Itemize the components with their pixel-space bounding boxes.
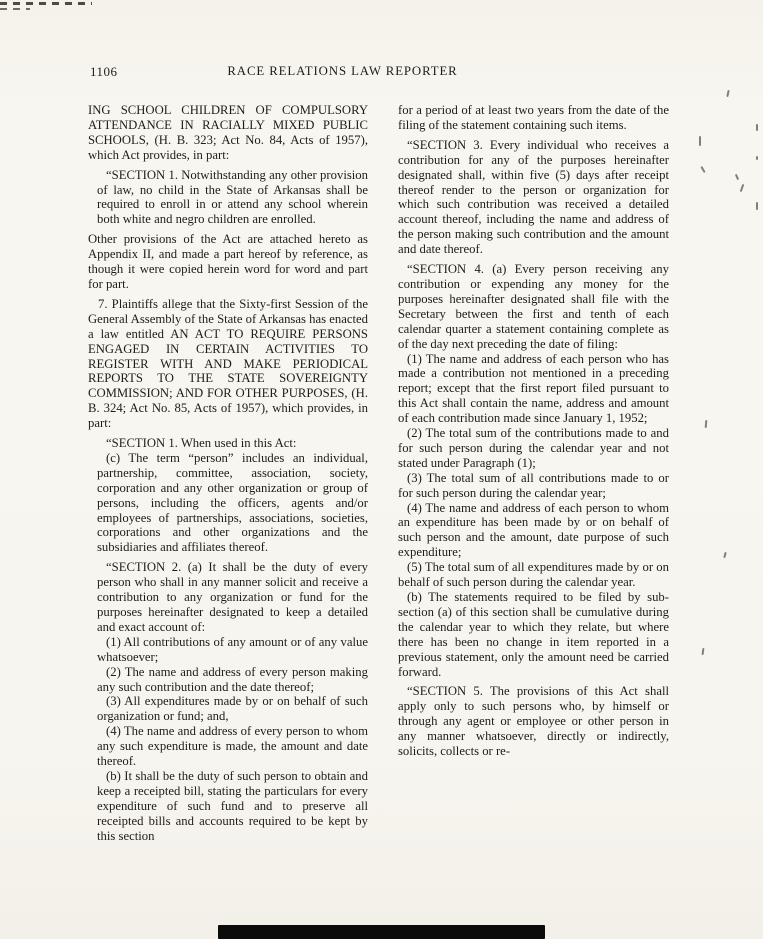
quote-act85-sec4a-item3: (3) The total sum of all contributions made to or for such person during the calendar year;	[398, 470, 669, 500]
quote-act85-sec1: “SECTION 1. When used in this Act:	[106, 436, 297, 451]
quote-act85-sec2a-item2: (2) The name and address of every person making any such contribution and the date thereof;	[97, 664, 368, 694]
quote-act85-sec4a-item5: (5) The total sum of all expenditures made by or on behalf of such person during the calendar year.	[398, 560, 669, 590]
para-allegation-7: 7. Plaintiffs allege that the Sixty-first Session of the General Assembly of the State of Arkansas has enacted a law entitled AN ACT TO REQUIRE PERSONS ENGAGED IN CERTAIN ACTIVITIES TO REGISTER WITH AND MAKE PERIODICAL REPORTS TO THE STATE SOVEREIGNTY COMMISSION; AND FOR OTHER PURPOSES, (H. B. 324; Act No. 85, Acts of 1957), which provides, in part:	[88, 296, 368, 431]
right-column	[389, 103, 669, 844]
quote-act85-sec2b: (b) It shall be the duty of such person to obtain and keep a receipted bill, stating the particulars for every expenditure of such fund and to preserve all receipted bills and accounts required to be kept by this section	[97, 768, 368, 843]
scan-speck	[723, 552, 726, 558]
scan-speck	[705, 420, 708, 428]
para-other-provisions: Other provisions of the Act are attached hereto as Appendix II, and made a part hereof by reference, as though it were copied herein word for word and part for part.	[88, 232, 368, 291]
quote-act85-sec1c: (c) The term “person” includes an individual, partnership, committee, association, society, corporation and any other organization or group of persons, including the officers, agents and/or employees of partnerships, associations, societies, corporations and other organizations and the subsidiaries and affiliates thereof.	[97, 450, 368, 555]
quote-act85-sec4a-item2: (2) The total sum of the contributions made to and for such person during the calendar year and not stated under Paragraph (1);	[398, 426, 669, 470]
scan-artifact-dashes	[0, 2, 92, 5]
quote-act84-sec1: “SECTION 1. Notwithstanding any other provision of law, no child in the State of Arkansas shall be required to enroll in or attend any school wherein both white and negro children are enrolled.	[97, 167, 368, 227]
para-continuation-hb323: ING SCHOOL CHILDREN OF COMPULSORY ATTENDANCE IN RACIALLY MIXED PUBLIC SCHOOLS, (H. B. 323; Act No. 84, Acts of 1957), which Act provides, in part:	[88, 103, 368, 162]
quote-act85-sec2a-item1: (1) All contributions of any amount or of any value whatsoever;	[97, 634, 368, 664]
quote-act85-sec2a-item4: (4) The name and address of every person to whom any such expenditure is made, the amount and date thereof.	[97, 724, 368, 769]
scan-artifact-dashes	[0, 8, 30, 10]
left-column	[88, 103, 368, 844]
quote-act85-sec2a: “SECTION 2. (a) It shall be the duty of every person who shall in any manner solicit and receive a contribution to any organization or fund for the purposes hereinafter designated to keep a detailed and exact account of:	[97, 560, 368, 634]
page-body	[88, 103, 669, 844]
quote-act85-sec4a-item1: (1) The name and address of each person who has made a contribution not mentioned in a preceding report; except that the first report filed pursuant to this Act shall contain the name, address and amount of each contribution made since January 1, 1952;	[398, 351, 669, 426]
quote-act85-sec4a-item4: (4) The name and address of each person to whom an expenditure has been made by or on behalf of such person and the amount, date purpose of such expenditure;	[398, 500, 669, 560]
scan-speck	[756, 124, 758, 131]
scan-speck	[700, 166, 705, 173]
quote-act85-sec4a: “SECTION 4. (a) Every person receiving any contribution or expending any money for the purposes hereinafter designated shall file with the Secretary between the first and tenth of each calendar quarter a statement containing complete as of the day next preceding the date of filing:	[398, 262, 669, 351]
scan-speck	[702, 648, 705, 655]
scan-speck	[756, 202, 758, 210]
quote-act85-sec2b-continued: for a period of at least two years from the date of the filing of the statement containing such items.	[398, 103, 669, 132]
journal-title: RACE RELATIONS LAW REPORTER	[227, 64, 458, 78]
scan-speck	[735, 174, 739, 180]
quote-act85-sec5: “SECTION 5. The provisions of this Act shall apply only to such persons who, by himself or through any agent or employee or other person in any manner whatsoever, directly or indirectly, solicits, collects or re-	[398, 684, 669, 759]
quote-act85-sec3: “SECTION 3. Every individual who receives a contribution for any of the purposes hereinafter designated shall, within five (5) days after receipt thereof render to the person or organization for which such contribution was received a detailed account thereof, including the name and address of the person making such contribution and the amount and date thereof.	[398, 137, 669, 257]
page-number: 1106	[90, 64, 118, 79]
scan-speck	[699, 136, 701, 146]
page-header	[88, 64, 669, 82]
scan-artifact-bar	[218, 925, 545, 939]
quote-act85-sec2a-item3: (3) All expenditures made by or on behalf of such organization or fund; and,	[97, 694, 368, 724]
scan-speck	[740, 184, 745, 192]
scan-speck	[726, 90, 729, 97]
quote-act85-sec4b: (b) The statements required to be filed by sub-section (a) of this section shall be cumulative during the calendar year to which they relate, but where there has been no change in item reported in a previous statement, only the amount need be carried forward.	[398, 590, 669, 679]
scan-speck	[756, 156, 758, 160]
